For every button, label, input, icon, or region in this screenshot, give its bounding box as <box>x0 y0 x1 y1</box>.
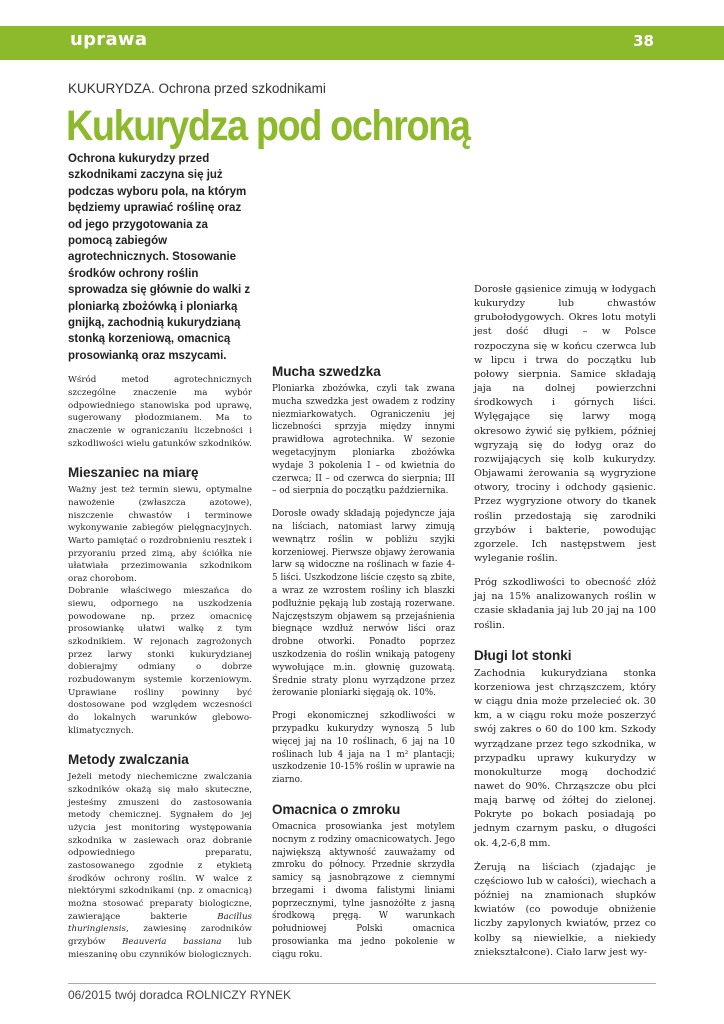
paragraph: Próg szkodliwości to obecność złóż jaj na 15% analizowanych roślin w czasie składania jaj lub 20 jaj na 100 roślin. <box>474 577 656 631</box>
paragraph-metody <box>68 771 252 961</box>
latin-name: Bacillus thuringiensis <box>68 911 253 935</box>
paragraph: Żerują na liściach (zjadając je częściowo lub w całości), wiechach a później na znamionach słupków kwiatów (co powoduje obniżenie liczby zapylonych kwiatów, przez co kolby są niewielkie, a niekiedy zniekształcone). Ciało larw jest wy- <box>474 861 656 958</box>
article-title: Kukurydza pod ochroną <box>66 102 470 150</box>
heading-dlugi-lot: Długi lot stonki <box>474 647 572 663</box>
footer-text: 06/2015 twój doradca ROLNICZY RYNEK <box>68 988 292 1002</box>
intro-paragraph: Wśród metod agrotechnicznych szczególne znaczenie ma wybór odpowiedniego stanowiska pod uprawę, sugerowany płodozmianem. Ma to znaczenie w ograniczaniu liczebności i szkodliwości wielu gatunków szkodników. <box>68 375 252 449</box>
section-name: uprawa <box>70 29 148 50</box>
paragraph: Dorosłe owady składają pojedyncze jaja na liściach, natomiast larwy zimują wewnątrz roślin w pobliżu szyjki korzeniowej. Pierwsze objawy żerowania larw są widoczne na roślinach w fazie 4-5 liści. Uszkodzone liście często są zbite, a wraz ze wzrostem rośliny ich blaszki podłużnie pękają lub zostają rozerwane. Najczęstszym objawem są przejaśnienia biegnące wzdłuż nerwów liści oraz drobne otworki. Ponadto poprzez uszkodzenia do roślin wnikają patogeny wywołujące m.in. głownię guzowatą. Średnie straty plonu wyrządzone przez żerowanie ploniarki sięgają ok. 10%. <box>272 509 455 699</box>
heading-mieszaniec: Mieszaniec na miarę <box>68 465 199 481</box>
paragraph: Progi ekonomicznej szkodliwości w przypadku kukurydzy wynoszą 5 lub więcej jaj na 10 roślinach, 6 jaj na 10 roślinach lub 4 jaja na 1 m² plantacji; uszkodzenie 10-15% roślin w uprawie na ziarno. <box>272 711 455 786</box>
paragraph: Zachodnia kukurydziana stonka korzeniowa jest chrząszczem, który w ciągu dnia może przelecieć ok. 30 km, a w ciągu roku może poszerzyć swój zakres o 60 do 100 km. Szkody wyrządzane przez tego szkodnika, w przypadku uprawy kukurydzy w monokulturze mogą dochodzić nawet do 90%. Chrząszcze obu płci mają barwę od żółtej do zielonej. Pokryte po bokach posiadają po jednym czarnym pasku, o długości ok. 4,2-6,8 mm. <box>474 667 656 849</box>
section-header-bar <box>0 26 724 60</box>
paragraph: Dorosłe gąsienice zimują w łodygach kukurydzy lub chwastów grubołodygowych. Okres lotu motyli jest dość długi – w Polsce rozpoczyna się w końcu czerwca lub w lipcu i trwa do początku lub połowy sierpnia. Samice składają jaja na dolnej powierzchni środkowych i górnych liści. Wylęgające się larwy mogą okresowo żywić się pyłkiem, później wgryzają się do łodyg oraz do rozwijających się kolb kukurydzy. Objawami żerowania są wygryzione otwory, trociny i odchody gąsienic. Przez wygryzione otwory do tkanek roślin przedostają się zarodniki grzybów i bakterie, powodując zgorzele. Ich następstwem jest wyleganie roślin. <box>474 284 656 564</box>
latin-name: Beauveria bassiana <box>122 936 222 947</box>
column-2 <box>272 363 455 972</box>
paragraph: Ploniarka zbożówka, czyli tak zwana mucha szwedzka jest owadem z rodziny niezmiarkowatych. Ograniczeniu jej liczebności sprzyja między innymi prawidłowa agrotechnika. W sezonie wegetacyjnym ploniarka zbożówka wydaje 3 pokolenia I – od kwietnia do czerwca; II – od czerwca do sierpnia; III – od sierpnia do początku października. <box>272 384 455 497</box>
footer-divider <box>68 983 656 984</box>
heading-mucha: Mucha szwedzka <box>272 364 381 379</box>
paragraph: Dobranie właściwego mieszańca do siewu, odpornego na uszkodzenia powodowane np. przez omacnicę prosowiankę ułatwi walkę z tym szkodnikiem. W rejonach zagrożonych przez larwy stonki kukurydzianej dobierajmy odmiany o dobrze rozbudowanym systemie korzeniowym. Uprawiane rośliny powinny być dostosowane pod względem wczesności do lokalnych warunków glebowo-klimatycznych. <box>68 586 252 736</box>
paragraph-text: Jeżeli metody niechemiczne zwalczania szkodników okażą się mało skuteczne, jesteśmy zmuszeni do zastosowania metody chemicznej. Sygnałem do jej użycia jest monitoring występowania szkodnika w zasiewach oraz dobranie odpowiedniego preparatu, zastosowanego zgodnie z etykietą środków ochrony roślin. W walce z niektórymi szkodnikami (np. z omacnicą) można stosować preparaty biologiczne, zawierające bakterie <box>68 772 252 922</box>
article-kicker: KUKURYDZA. Ochrona przed szkodnikami <box>68 81 326 96</box>
paragraph-text: lub mieszaninę obu czynników biologicznych. <box>68 936 252 960</box>
column-1 <box>68 151 252 971</box>
column-3 <box>474 283 656 970</box>
page-number: 38 <box>633 32 654 50</box>
paragraph-text: , zawiesinę zarodników grzybów <box>68 924 252 947</box>
heading-omacnica: Omacnica o zmroku <box>272 801 401 817</box>
article-lead: Ochrona kukurydzy przed szkodnikami zaczyna się już podczas wyboru pola, na którym będziemy uprawiać roślinę oraz od jego przygotowania za pomocą zabiegów agrotechnicznych. Stosowanie środków ochrony roślin sprowadza się głównie do walki z ploniarką zbożówką i ploniarką gnijką, zachodnią kukurydzianą stonką korzeniową, omacnicą prosowianką oraz mszycami. <box>68 153 251 362</box>
paragraph: Omacnica prosowianka jest motylem nocnym z rodziny omacnicowatych. Jego największą aktywność zauważamy od zmroku do północy. Przednie skrzydła samicy są jasnobrązowe z ciemnymi brzegami i dwoma falistymi liniami poprzecznymi, tylne jasnożółte z jasną środkową pręgą. W warunkach południowej Polski omacnica prosowianka ma jedno pokolenie w ciągu roku. <box>272 821 455 960</box>
paragraph: Ważny jest też termin siewu, optymalne nawożenie (zwłaszcza azotowe), niszczenie chwastów i terminowe wykonywanie zabiegów pielęgnacyjnych. Warto pamiętać o rozdrobnieniu resztek i przyoraniu przed zimą, aby ściółka nie ułatwiała przezimowania szkodnikom oraz chorobom. <box>68 485 252 584</box>
heading-metody: Metody zwalczania <box>68 752 189 768</box>
